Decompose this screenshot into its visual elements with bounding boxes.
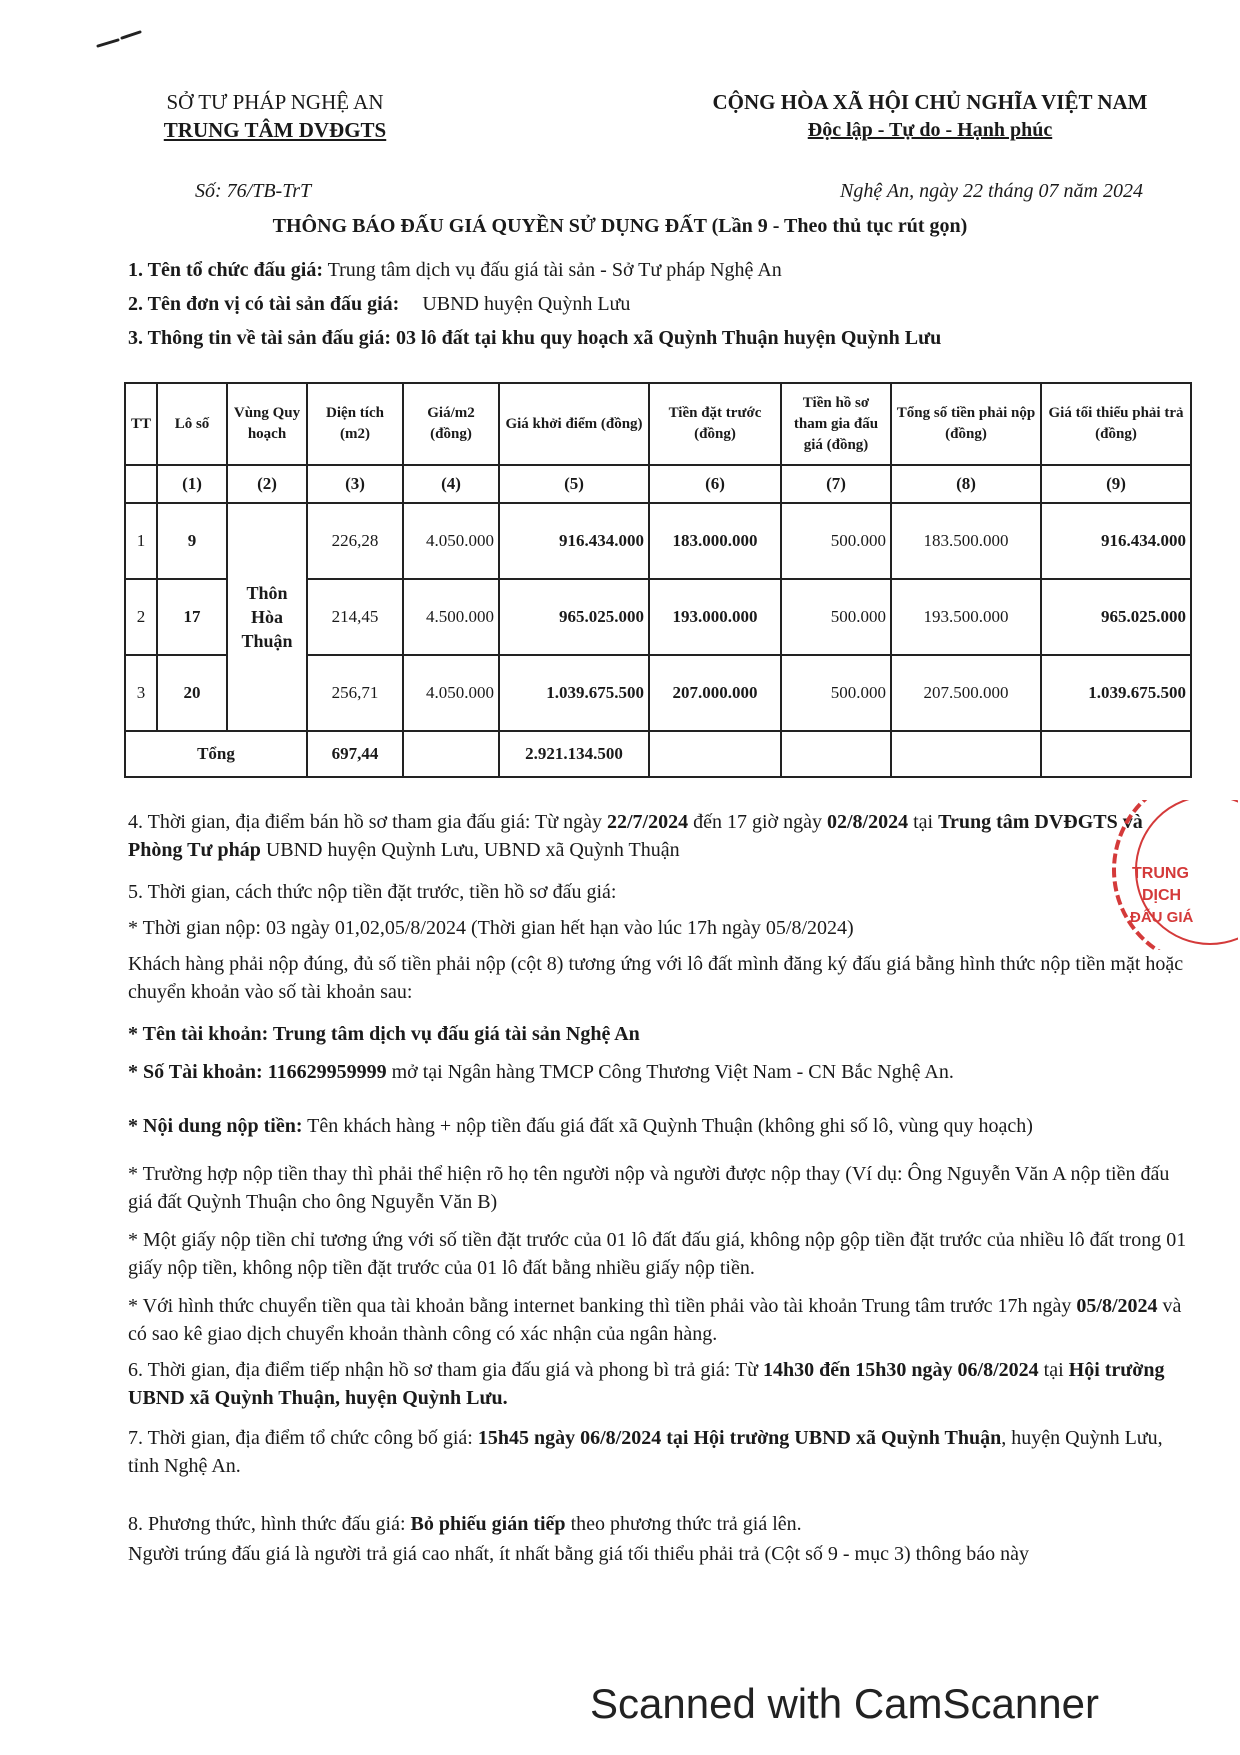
seal-stamp: [1098, 800, 1238, 950]
col-header: Vùng Quy hoạch: [227, 383, 307, 465]
total-start-price: 2.921.134.500: [499, 731, 649, 777]
s4-place: Trung tâm DVĐGTS và Phòng Tư pháp: [128, 811, 1143, 861]
cell-area: 256,71: [307, 655, 403, 731]
s5-banking-text: * Với hình thức chuyển tiền qua tài khoản bằng internet banking thì tiền phải vào tài khoản Trung tâm trước 17h ngày: [128, 1295, 1077, 1317]
s4-text: tại: [908, 811, 939, 833]
s6-text: tại: [1038, 1359, 1069, 1381]
s5-payment-time: * Thời gian nộp: 03 ngày 01,02,05/8/2024 (Thời gian hết hạn vào lúc 17h ngày 05/8/2024): [128, 917, 854, 939]
total-label: Tổng: [125, 731, 307, 777]
s5-account-number: [128, 1058, 1188, 1086]
cell-tt: 3: [125, 655, 157, 731]
col-header: Tiền đặt trước (đồng): [649, 383, 781, 465]
index-cell: (2): [227, 465, 307, 503]
s4-text: UBND huyện Quỳnh Lưu, UBND xã Quỳnh Thuận: [260, 839, 680, 861]
s4-text: đến 17 giờ ngày: [688, 811, 827, 833]
s5-customer-note: Khách hàng phải nộp đúng, đủ số tiền phải nộp (cột 8) tương ứng với lô đất mình đăng ký đấu giá bằng hình thức nộp tiền mặt hoặc chuyển khoản vào số tài khoản sau:: [128, 953, 1184, 1003]
s8-winner-rule: Người trúng đấu giá là người trả giá cao nhất, ít nhất bằng giá tối thiểu phải trả (Cột số 9 - mục 3) thông báo này: [128, 1543, 1029, 1565]
seal-line-3: ĐẤU GIÁ: [1130, 909, 1194, 926]
cell-total-due: 207.500.000: [891, 655, 1041, 731]
seal-line-1: TRUNG: [1132, 865, 1189, 882]
col-header: Tiền hồ sơ tham gia đấu giá (đồng): [781, 383, 891, 465]
s5-account-number-label: * Số Tài khoản: 116629959999: [128, 1061, 387, 1083]
item-2-value: UBND huyện Quỳnh Lưu: [422, 293, 631, 315]
national-name: CỘNG HÒA XÃ HỘI CHỦ NGHĨA VIỆT NAM: [712, 90, 1148, 114]
table-total-row: [125, 731, 1191, 777]
index-cell: (5): [499, 465, 649, 503]
cell-lot: 17: [157, 579, 227, 655]
document-number: Số: 76/TB-TrT: [195, 180, 312, 202]
col-header: TT: [125, 383, 157, 465]
issuer-center: TRUNG TÂM DVĐGTS: [163, 118, 387, 142]
index-cell: [125, 465, 157, 503]
cell-deposit: 183.000.000: [649, 503, 781, 579]
cell-start-price: 916.434.000: [499, 503, 649, 579]
s5-banking-note: [128, 1292, 1188, 1348]
s4-date-from: 22/7/2024: [606, 811, 689, 833]
lot-table: [124, 382, 1192, 778]
item-2: [128, 290, 1188, 318]
document-date: Nghệ An, ngày 22 tháng 07 năm 2024: [840, 180, 1143, 202]
cell-price-m2: 4.050.000: [403, 503, 499, 579]
s6-place: Hội trường UBND xã Quỳnh Thuận, huyện Quỳnh Lưu.: [128, 1359, 1165, 1409]
cell-tt: 1: [125, 503, 157, 579]
cell-min-price: 1.039.675.500: [1041, 655, 1191, 731]
s5-proxy-note: * Trường hợp nộp tiền thay thì phải thể hiện rõ họ tên người nộp và người được nộp thay (Ví dụ: Ông Nguyễn Văn A nộp tiền đấu giá đất Quỳnh Thuận cho ông Nguyễn Văn B): [128, 1163, 1170, 1213]
index-cell: (3): [307, 465, 403, 503]
col-header: Giá khởi điểm (đồng): [499, 383, 649, 465]
total-empty: [403, 731, 499, 777]
index-cell: (4): [403, 465, 499, 503]
table-index-row: [125, 465, 1191, 503]
section-6: [128, 1356, 1188, 1412]
item-1-label: 1. Tên tổ chức đấu giá:: [128, 259, 323, 281]
total-empty: [781, 731, 891, 777]
s5-banking-date: 05/8/2024: [1076, 1295, 1158, 1317]
cell-fee: 500.000: [781, 579, 891, 655]
cell-min-price: 965.025.000: [1041, 579, 1191, 655]
cell-tt: 2: [125, 579, 157, 655]
s4-date-to: 02/8/2024: [826, 811, 909, 833]
cell-start-price: 1.039.675.500: [499, 655, 649, 731]
total-empty: [1041, 731, 1191, 777]
s5-single-slip-note: * Một giấy nộp tiền chỉ tương ứng với số tiền đặt trước của 01 lô đất đấu giá, không nộp gộp tiền đặt trước của nhiều lô đất trong 01 giấy nộp tiền, không nộp tiền đặt trước của 01 lô đất bằng nhiều giấy nộp tiền.: [128, 1229, 1187, 1279]
section-4: [128, 808, 1188, 864]
item-1: [128, 256, 1188, 284]
item-3: 3. Thông tin về tài sản đấu giá: 03 lô đất tại khu quy hoạch xã Quỳnh Thuận huyện Quỳnh Lưu: [128, 327, 942, 349]
national-motto: Độc lập - Tự do - Hạnh phúc: [807, 119, 1053, 141]
col-header: Giá/m2 (đồng): [403, 383, 499, 465]
table-row: [125, 503, 1191, 579]
s8-text: 8. Phương thức, hình thức đấu giá:: [128, 1513, 411, 1535]
index-cell: (9): [1041, 465, 1191, 503]
cell-min-price: 916.434.000: [1041, 503, 1191, 579]
index-cell: (8): [891, 465, 1041, 503]
cell-total-due: 193.500.000: [891, 579, 1041, 655]
section-8: [128, 1510, 1188, 1538]
cell-area: 214,45: [307, 579, 403, 655]
item-2-label: 2. Tên đơn vị có tài sản đấu giá:: [128, 293, 400, 315]
s7-text: , huyện Quỳnh Lưu, tỉnh Nghệ An.: [128, 1427, 1163, 1477]
total-empty: [649, 731, 781, 777]
item-1-value: Trung tâm dịch vụ đấu giá tài sản - Sở Tư pháp Nghệ An: [327, 259, 782, 281]
s5-payment-content: [128, 1112, 1188, 1140]
col-header: Diện tích (m2): [307, 383, 403, 465]
s5-payment-content-label: * Nội dung nộp tiền:: [128, 1115, 303, 1137]
cell-price-m2: 4.500.000: [403, 579, 499, 655]
s8-text: theo phương thức trả giá lên.: [565, 1513, 802, 1535]
cell-start-price: 965.025.000: [499, 579, 649, 655]
cell-fee: 500.000: [781, 655, 891, 731]
col-header: Lô số: [157, 383, 227, 465]
col-header: Giá tối thiểu phải trả (đồng): [1041, 383, 1191, 465]
index-cell: (1): [157, 465, 227, 503]
s7-time-place: 15h45 ngày 06/8/2024 tại Hội trường UBND xã Quỳnh Thuận: [477, 1427, 1002, 1449]
section-7: [128, 1424, 1188, 1480]
cell-lot: 20: [157, 655, 227, 731]
cell-deposit: 193.000.000: [649, 579, 781, 655]
total-empty: [891, 731, 1041, 777]
cell-total-due: 183.500.000: [891, 503, 1041, 579]
cell-area: 226,28: [307, 503, 403, 579]
s6-time: 14h30 đến 15h30 ngày 06/8/2024: [763, 1359, 1039, 1381]
s4-text: 4. Thời gian, địa điểm bán hồ sơ tham gia đấu giá: Từ ngày: [128, 811, 607, 833]
cell-zone: Thôn Hòa Thuận: [227, 503, 307, 731]
cell-fee: 500.000: [781, 503, 891, 579]
total-area: 697,44: [307, 731, 403, 777]
s6-text: 6. Thời gian, địa điểm tiếp nhận hồ sơ tham gia đấu giá và phong bì trả giá: Từ: [128, 1359, 764, 1381]
cell-lot: 9: [157, 503, 227, 579]
s5-payment-content-text: Tên khách hàng + nộp tiền đấu giá đất xã Quỳnh Thuận (không ghi số lô, vùng quy hoạch): [302, 1115, 1033, 1137]
pen-mark: [96, 26, 146, 50]
issuer-header: [130, 88, 420, 144]
document-title: THÔNG BÁO ĐẤU GIÁ QUYỀN SỬ DỤNG ĐẤT (Lần 9 - Theo thủ tục rút gọn): [272, 215, 968, 237]
s5-account-name: * Tên tài khoản: Trung tâm dịch vụ đấu giá tài sản Nghệ An: [128, 1023, 640, 1045]
table-header-row: [125, 383, 1191, 465]
seal-line-2: DỊCH: [1142, 887, 1182, 904]
index-cell: (7): [781, 465, 891, 503]
section-5-title: 5. Thời gian, cách thức nộp tiền đặt trước, tiền hồ sơ đấu giá:: [128, 881, 617, 903]
national-header: [680, 88, 1180, 144]
cell-price-m2: 4.050.000: [403, 655, 499, 731]
index-cell: (6): [649, 465, 781, 503]
s5-banking-text: và có sao kê giao dịch chuyển khoản thành công có xác nhận của ngân hàng.: [128, 1295, 1182, 1345]
issuer-department: SỞ TƯ PHÁP NGHỆ AN: [166, 90, 384, 114]
cell-deposit: 207.000.000: [649, 655, 781, 731]
s5-account-bank: mở tại Ngân hàng TMCP Công Thương Việt Nam - CN Bắc Nghệ An.: [386, 1061, 954, 1083]
scanner-watermark: Scanned with CamScanner: [590, 1680, 1099, 1727]
s8-method: Bỏ phiếu gián tiếp: [410, 1513, 566, 1535]
s7-text: 7. Thời gian, địa điểm tổ chức công bố giá:: [128, 1427, 478, 1449]
col-header: Tổng số tiền phải nộp (đồng): [891, 383, 1041, 465]
